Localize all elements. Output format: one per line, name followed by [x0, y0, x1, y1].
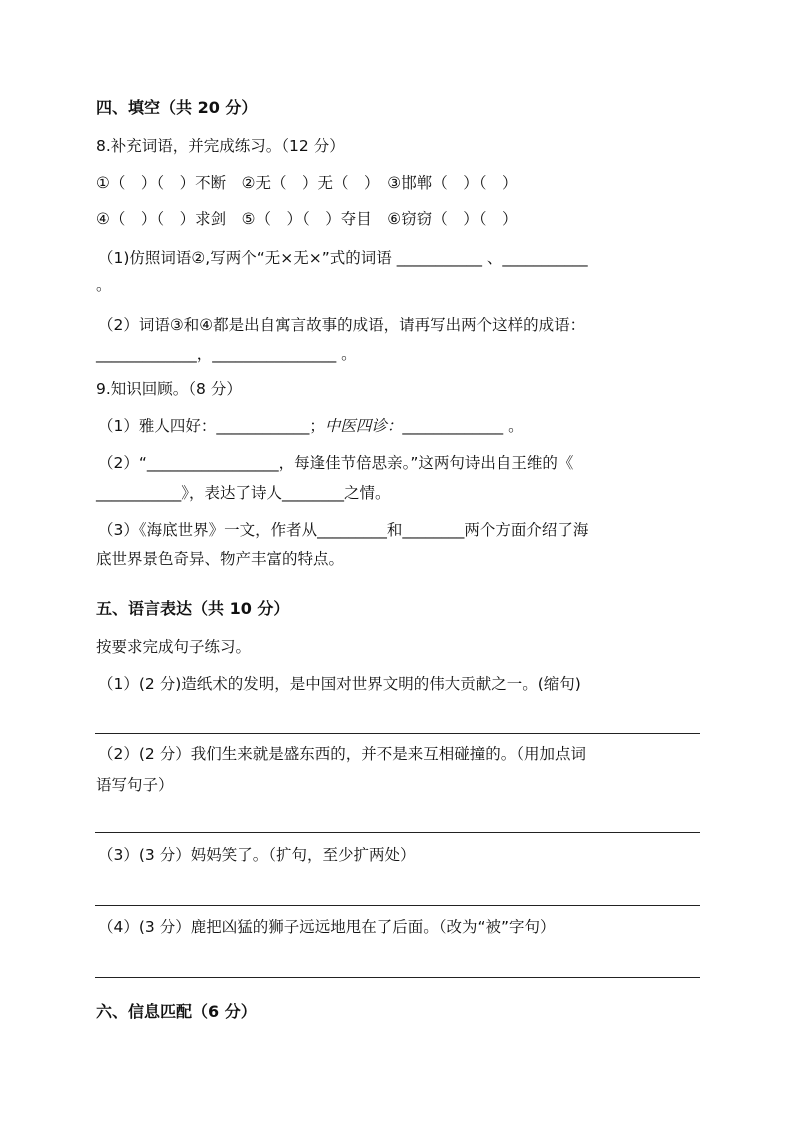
q8-sub1-line1: （1)仿照词语②,写两个“无×无×”式的词语 ___________ 、___________: [98, 249, 588, 267]
s5-item-4: （4）(3 分）鹿把凶猛的狮子远远地甩在了后面。（改为“被”字句）: [98, 918, 556, 936]
q8-sub2-line1: （2）词语③和④都是出自寓言故事的成语，请再写出两个这样的成语：: [98, 316, 586, 334]
q9-sub3-line1: （3）《海底世界》一文，作者从_________和________两个方面介绍了海: [98, 521, 589, 539]
section-5-heading: 五、语言表达（共 10 分）: [96, 599, 290, 618]
section-4-heading: 四、填空（共 20 分）: [96, 98, 258, 117]
q8-title: 8.补充词语，并完成练习。（12 分）: [96, 137, 345, 155]
answer-line-3: [95, 905, 700, 906]
section-6-heading: 六、信息匹配（6 分）: [96, 1002, 257, 1021]
answer-line-1: [95, 733, 700, 734]
q9-sub1-part-b: 中医四诊：: [324, 417, 403, 435]
q9-sub2-line1: （2）“_________________，每逢佳节倍思亲。”这两句诗出自王维的《: [98, 454, 574, 472]
q8-word-row-2: ④（ ）（ ）求剑 ⑤（ ）（ ）夺目 ⑥窃窃（ ）（ ）: [96, 210, 518, 228]
s5-item-2-line2: 语写句子）: [96, 776, 174, 794]
q8-word-row-1: ①（ ）（ ）不断 ②无（ ）无（ ） ③邯郸（ ）（ ）: [96, 174, 518, 192]
q9-sub2-line2: ___________》，表达了诗人________之情。: [96, 484, 391, 502]
q9-sub1-part-a: （1）雅人四好：____________；: [98, 417, 325, 435]
s5-item-3: （3）(3 分）妈妈笑了。（扩句，至少扩两处）: [98, 846, 416, 864]
section-5-intro: 按要求完成句子练习。: [96, 638, 252, 656]
q9-sub1-part-c: _____________ 。: [402, 417, 524, 435]
s5-item-2-line1: （2）(2 分）我们生来就是盛东西的，并不是来互相碰撞的。（用加点词: [98, 745, 586, 763]
s5-item-1: （1）(2 分)造纸术的发明，是中国对世界文明的伟大贡献之一。(缩句): [98, 675, 581, 693]
q8-sub2-line2: _____________，________________ 。: [96, 345, 357, 363]
answer-line-4: [95, 977, 700, 978]
q9-sub3-line2: 底世界景色奇异、物产丰富的特点。: [96, 550, 345, 568]
answer-line-2: [95, 832, 700, 833]
q9-sub1: [98, 415, 524, 437]
q9-title: 9.知识回顾。（8 分）: [96, 380, 242, 398]
q8-sub1-line2: 。: [96, 276, 112, 294]
